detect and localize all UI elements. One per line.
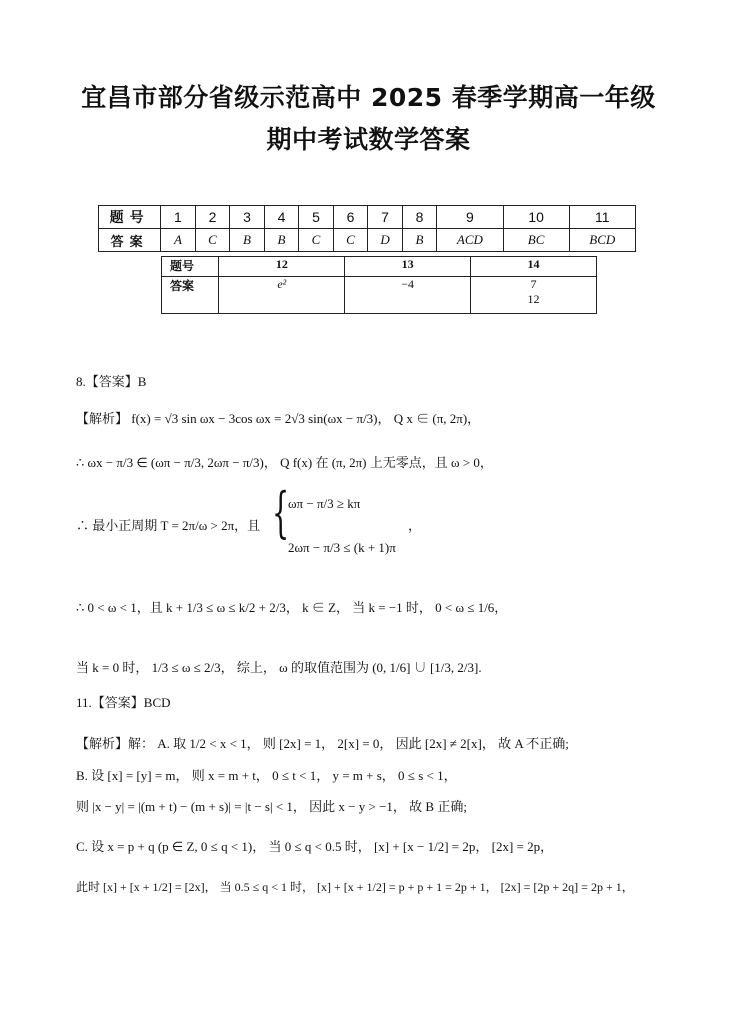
solution-8-line-3: ∴ 最小正周期 T = 2π/ω > 2π，且 <box>76 518 261 533</box>
answer-fraction-denominator: 12 <box>527 292 540 306</box>
table-row <box>99 229 636 252</box>
table-row <box>162 257 597 277</box>
solution-8-line-3-end: ， <box>408 518 422 533</box>
solution-11-line-4: C. 设 x = p + q (p ∈ Z, 0 ≤ q < 1)， 当 0 ≤ q < 0.5 时， [x] + [x − 1/2] = 2p， [2x] = 2p， <box>76 839 554 854</box>
solution-11-line-5: 此时 [x] + [x + 1/2] = [2x]， 当 0.5 ≤ q < 1 时， [x] + [x + 1/2] = p + p + 1 = 2p + 1， [2x] = [2p + 2q] = 2p + 1， <box>76 880 634 894</box>
solution-11-heading: 11.【答案】BCD <box>76 695 171 710</box>
solution-11-line-3: 则 |x − y| = |(m + t) − (m + s)| = |t − s| < 1， 因此 x − y > −1， 故 B 正确; <box>76 799 467 814</box>
answer-cell: C <box>195 229 230 252</box>
solution-8-system-eq-2: 2ωπ − π/3 ≤ (k + 1)π <box>288 540 396 555</box>
answer-cell: A <box>161 229 196 252</box>
question-number: 12 <box>219 257 345 277</box>
answer-table-main <box>98 205 636 252</box>
question-number: 5 <box>299 206 334 229</box>
question-number: 6 <box>333 206 368 229</box>
table-header-label: 题号 <box>162 257 219 277</box>
answer-cell: D <box>368 229 403 252</box>
solution-8-heading: 8.【答案】B <box>76 374 147 389</box>
answer-cell: e² <box>219 277 345 314</box>
solution-11-line-1: 【解析】解： A. 取 1/2 < x < 1， 则 [2x] = 1， 2[x] = 0， 因此 [2x] ≠ 2[x]， 故 A 不正确; <box>76 736 569 751</box>
table-header-label: 题号 <box>99 206 161 229</box>
solution-8-line-1: 【解析】 f(x) = √3 sin ωx − 3cos ωx = 2√3 sin(ωx − π/3)， Q x ∈ (π, 2π)， <box>76 411 481 426</box>
table-row <box>99 206 636 229</box>
answer-cell: −4 <box>345 277 471 314</box>
question-number: 1 <box>161 206 196 229</box>
system-brace-icon: { <box>272 481 290 544</box>
table-answer-label: 答案 <box>99 229 161 252</box>
question-number: 4 <box>264 206 299 229</box>
answer-cell: B <box>402 229 437 252</box>
solution-8-line-4: ∴ 0 < ω < 1，且 k + 1/3 ≤ ω ≤ k/2 + 2/3， k ∈ Z， 当 k = −1 时， 0 < ω ≤ 1/6， <box>76 600 508 615</box>
question-number: 14 <box>471 257 597 277</box>
answer-cell: BCD <box>569 229 635 252</box>
solution-8-line-5: 当 k = 0 时， 1/3 ≤ ω ≤ 2/3， 综上， ω 的取值范围为 (0, 1/6] ∪ [1/3, 2/3]. <box>76 660 482 675</box>
answer-cell: B <box>230 229 265 252</box>
page-title-line1: 宜昌市部分省级示范高中 2025 春季学期高一年级 <box>81 83 656 112</box>
question-number: 11 <box>569 206 635 229</box>
solution-8-system-eq-1: ωπ − π/3 ≥ kπ <box>288 496 361 511</box>
solution-8-line-2: ∴ ωx − π/3 ∈ (ωπ − π/3, 2ωπ − π/3)， Q f(x) 在 (π, 2π) 上无零点，且 ω > 0， <box>76 455 493 470</box>
question-number: 2 <box>195 206 230 229</box>
question-number: 10 <box>503 206 569 229</box>
question-number: 8 <box>402 206 437 229</box>
answer-cell: C <box>333 229 368 252</box>
answer-fraction-numerator: 7 <box>530 277 537 291</box>
answer-cell <box>471 277 597 314</box>
answer-cell: BC <box>503 229 569 252</box>
solution-11-line-2: B. 设 [x] = [y] = m， 则 x = m + t， 0 ≤ t < 1， y = m + s， 0 ≤ s < 1， <box>76 768 457 783</box>
question-number: 3 <box>230 206 265 229</box>
page-title-line2: 期中考试数学答案 <box>266 125 471 154</box>
question-number: 9 <box>437 206 503 229</box>
answer-cell: C <box>299 229 334 252</box>
answer-table-fill-in <box>161 256 597 314</box>
table-row <box>162 277 597 314</box>
question-number: 7 <box>368 206 403 229</box>
answer-cell: ACD <box>437 229 503 252</box>
answer-cell: B <box>264 229 299 252</box>
question-number: 13 <box>345 257 471 277</box>
table-answer-label: 答案 <box>162 277 219 314</box>
